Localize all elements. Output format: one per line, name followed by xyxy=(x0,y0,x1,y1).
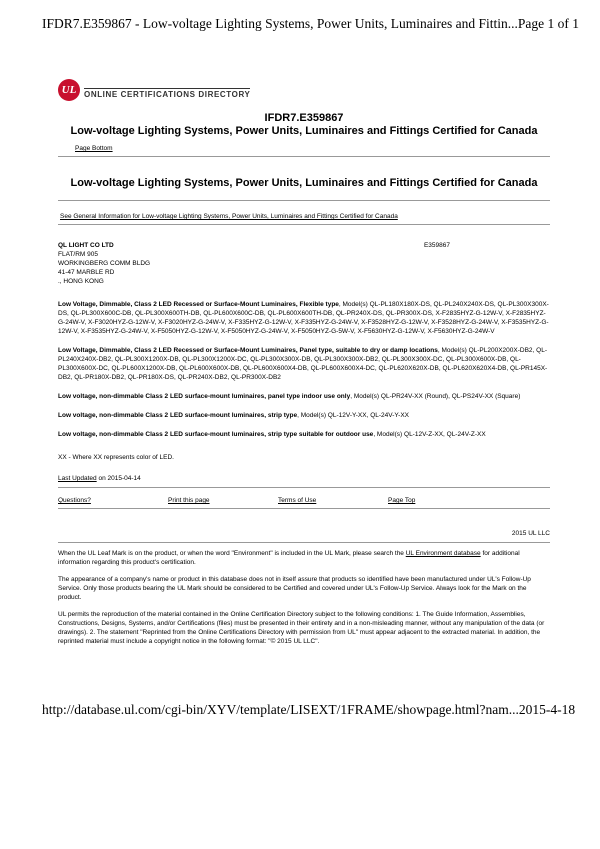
product-entry xyxy=(58,430,550,439)
print-footer-url: http://database.ul.com/cgi-bin/XYV/template/LISEXT/1FRAME/showpage.html?nam... xyxy=(42,702,519,717)
company-block xyxy=(58,241,450,286)
company-name: QL LIGHT CO LTD xyxy=(58,242,114,249)
copyright: 2015 UL LLC xyxy=(511,530,550,537)
product-label: Low Voltage, Dimmable, Class 2 LED Recessed or Surface-Mount Luminaires, Panel type, suitable to dry or damp locations xyxy=(58,347,438,354)
product-models: , Model(s) QL-PL200X200X-DB2, QL-PL240X240X-DB2, QL-PL300X1200X-DB, QL-PL300X1200X-DC, QL-PL300X300X-DB, QL-PL300X300X-DB2, QL-PL300X300X-DC, QL-PL300X600X-DB, QL-PL300X600X-DC, QL-PL600X1200X-DB, QL-PL600X600X-DB, QL-PL600X600X4-DB, QL-PL600X600X4-DC, QL-PL620X620X-DB, QL-PL620X620X4-DB, QL-PR145X-DB2, QL-PR180X-DB2, QL-PR180X-DS, QL-PR240X-DB2, QL-PR300X-DB2 xyxy=(58,347,548,381)
notice-text: When the UL Leaf Mark is on the product, or when the word "Environment" is included in the UL Mark, please search the xyxy=(58,550,406,557)
product-label: Low voltage, non-dimmable Class 2 LED surface-mount luminaires, panel type indoor use only xyxy=(58,393,351,400)
page-title: Low-voltage Lighting Systems, Power Units, Luminaires and Fittings Certified for Canada xyxy=(70,125,538,137)
product-label: Low Voltage, Dimmable, Class 2 LED Recessed or Surface-Mount Luminaires, Flexible type xyxy=(58,301,339,308)
ul-environment-link[interactable]: UL Environment database xyxy=(405,550,481,557)
product-entry xyxy=(58,411,550,420)
address-line: WORKINGBERG COMM BLDG xyxy=(58,260,151,267)
print-page-link[interactable]: Print this page xyxy=(168,497,210,504)
header-logo xyxy=(58,76,550,104)
print-page-number: Page 1 of 1 xyxy=(517,16,579,31)
product-label: Low voltage, non-dimmable Class 2 LED surface-mount luminaires, strip type xyxy=(58,412,298,419)
file-number: E359867 xyxy=(423,242,450,249)
product-label: Low voltage, non-dimmable Class 2 LED surface-mount luminaires, strip type suitable for outdoor use xyxy=(58,431,374,438)
print-header-title: IFDR7.E359867 - Low-voltage Lighting Systems, Power Units, Luminaires and Fittin... xyxy=(42,16,518,31)
color-note: XX - Where XX represents color of LED. xyxy=(58,454,174,461)
product-entry xyxy=(58,392,550,401)
terms-of-use-link[interactable]: Terms of Use xyxy=(278,497,317,504)
product-models: , Model(s) QL-12V-Y-XX, QL-24V-Y-XX xyxy=(297,412,409,419)
page-bottom-link[interactable]: Page Bottom xyxy=(75,145,113,152)
address-line: ., HONG KONG xyxy=(58,278,104,285)
product-entry xyxy=(58,346,550,382)
divider xyxy=(58,508,550,509)
divider xyxy=(58,156,550,157)
page-top-link[interactable]: Page Top xyxy=(388,497,416,504)
record-id: IFDR7.E359867 xyxy=(264,112,344,124)
reproduction-notice: UL permits the reproduction of the material contained in the Online Certification Directory subject to the following conditions: 1. The Guide Information, Assemblies, Constructions, Designs, Systems, and/or Certifications (files) must be presented in their entirety and in a non-misleading manner, without any manipulation of the data (or drawings). 2. The statement "Reprinted from the Online Certifications Directory with permission from UL" must appear adjacent to the extracted material. In addition, the reprinted material must include a copyright notice in the following format: "© 2015 UL LLC". xyxy=(58,611,545,645)
certification-notice: The appearance of a company's name or product in this database does not in itself assure that products so identified have been manufactured under UL's Follow-Up Service. Only those products bearing the UL Mark should be considered to be Certified and covered under UL's Follow-Up Service. Always look for the Mark on the product. xyxy=(58,576,531,601)
divider xyxy=(58,542,550,543)
print-footer xyxy=(42,702,576,718)
divider xyxy=(58,200,550,201)
ul-logo-icon xyxy=(58,79,80,101)
environment-notice xyxy=(58,549,550,567)
address-line: FLAT/RM 905 xyxy=(58,251,98,258)
divider xyxy=(58,224,550,225)
print-header xyxy=(42,16,579,32)
product-entry xyxy=(58,300,550,336)
last-updated-link[interactable]: Last Updated xyxy=(58,475,97,482)
section-title: Low-voltage Lighting Systems, Power Units, Luminaires and Fittings Certified for Canada xyxy=(70,177,538,189)
address-line: 41-47 MARBLE RD xyxy=(58,269,115,276)
product-models: , Model(s) QL-12V-Z-XX, QL-24V-Z-XX xyxy=(373,431,486,438)
directory-label: ONLINE CERTIFICATIONS DIRECTORY xyxy=(84,89,251,99)
last-updated-date: on 2015-04-14 xyxy=(96,475,141,482)
questions-link[interactable]: Questions? xyxy=(58,497,91,504)
product-models: , Model(s) QL-PL180X180X-DS, QL-PL240X240X-DS, QL-PL300X300X-DS, QL-PL300X600C-DB, QL-PL300X600TH-DB, QL-PL600X600C-DB, QL-PL600X600TH-DB, QL-PR240X-DS, QL-PR300X-DS, X-F2835HYZ-G-12W-V, X-F2835HYZ-G-24W-V, X-F3020HYZ-G-12W-V, X-F3020HYZ-G-24W-V, X-F335HYZ-G-12W-V, X-F335HYZ-G-24W-V, X-F3528HYZ-G-12W-V, X-F3528HYZ-G-24W-V, X-F3535HYZ-G-12W-V, X-F3535HYZ-G-24W-V, X-F5050HYZ-G-12W-V, X-F5050HYZ-G-24W-V, X-F5050HYZ-G-5W-V, X-F5630HYZ-G-12W-V, X-F5630HYZ-G-24W-V xyxy=(58,301,549,335)
footer-nav xyxy=(58,496,498,505)
last-updated xyxy=(58,474,550,483)
page-content xyxy=(58,76,550,646)
divider xyxy=(58,487,550,488)
product-models: , Model(s) QL-PR24V-XX (Round), QL-PS24V-XX (Square) xyxy=(350,393,521,400)
general-info-link[interactable]: See General Information for Low-voltage Lighting Systems, Power Units, Luminaires and Fittings Certified for Canada xyxy=(60,213,398,220)
print-footer-date: 2015-4-18 xyxy=(518,702,576,717)
notice-text: for additional information regarding this product's certification. xyxy=(58,550,520,566)
ul-logo-mark: UL xyxy=(61,84,77,96)
